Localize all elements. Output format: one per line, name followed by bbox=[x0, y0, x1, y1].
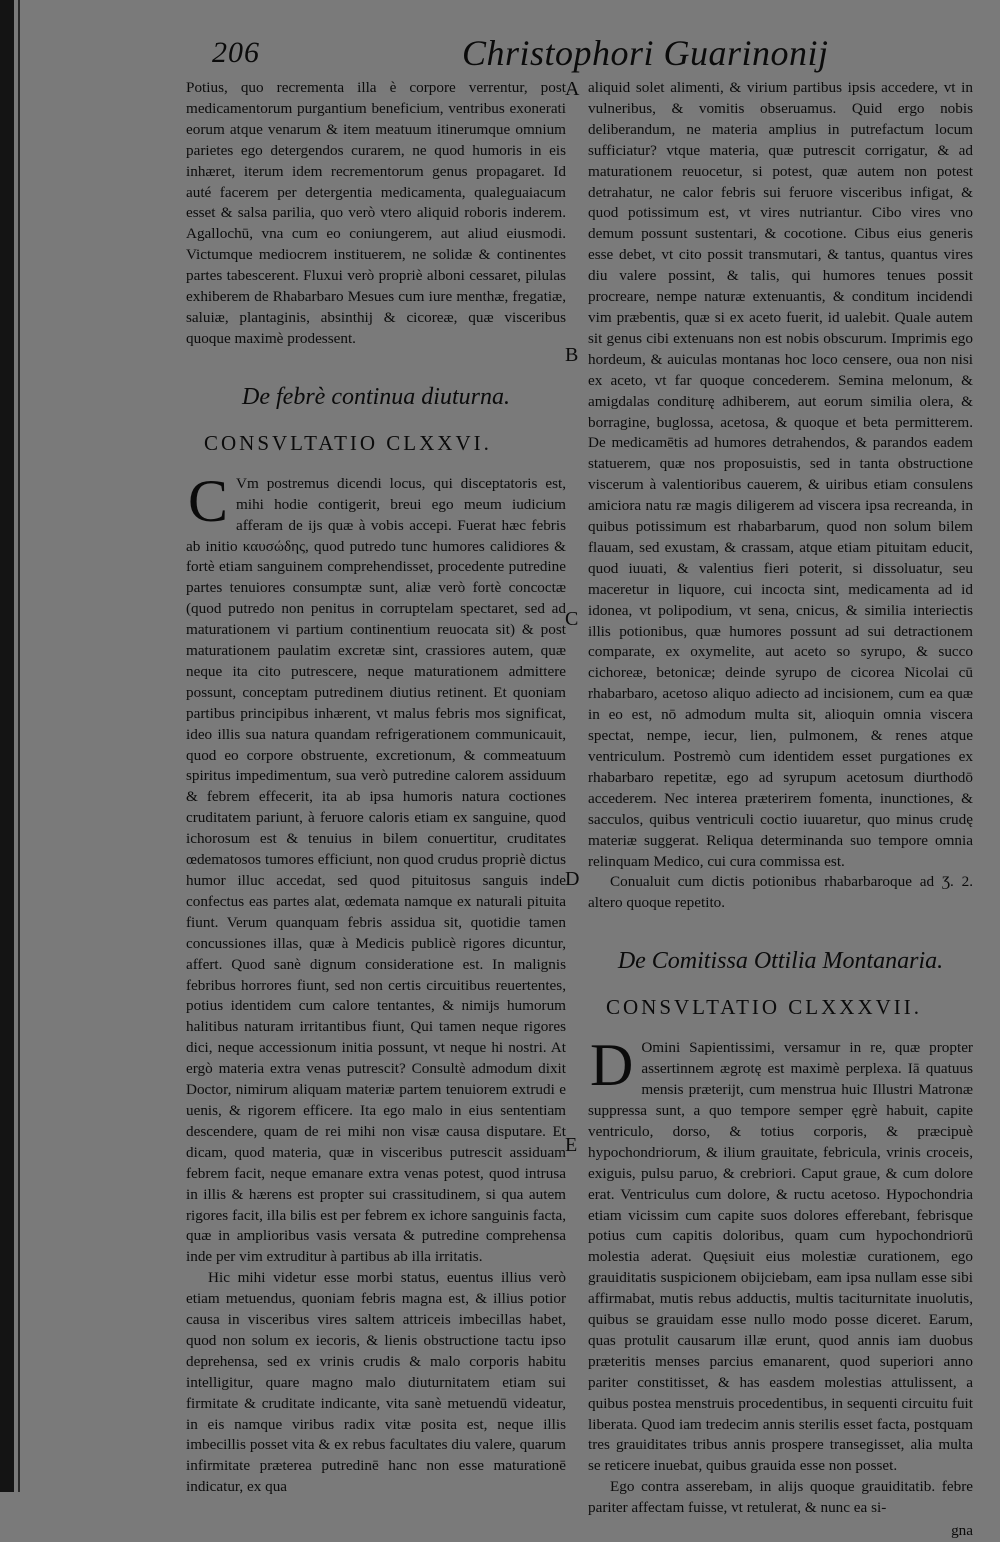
right-paragraph-1: aliquid solet alimenti, & virium partibus ipsis accedere, vt in vulneribus, & vomitis obseruamus. Quid ergo nobis deliberandum, ne materia amplius in putrefactum locum sufficiatur? vtque materia, quæ putrescit corrigatur, & ad maturationem reuocetur, si potest, quæ autem non potest detrahatur, ne calor febris sui feruore visceribus infigat, & quod potissimum est, vt vires nutriantur. Cibo vires vno demum possunt sustentari, & cocotione. Cibus eius generis esse debet, vt cito possit transmutari, & tantus, quantus vires diu valere possint, & talis, qui humores tenues possit procreare, nempe naturæ extenuantis, & conditum incidendi vim præbentis, quæ si ex aceto fuerit, id ualebit. Quale autem sit genus cibi extenuans non est nobis obscurum. Imprimis ego hordeum, & auiculas montanas hoc loco censere, oua non nisi ex aceto, vt far quoque concederem. Semina melonum, & amigdalas conditurę adhiberem, aut eorum similia olera, & borragine, buglossa, acetosa, & quoque et beta permitterem. De medicamētis ad humores detrahendos, & parandos eadem statuerem, quæ nos proposuistis, sed in tanta obstructione viscerum à valentioribus cauerem, & uiribus etiam consulens amiciora natu ræ magis diligerem ad viscera ipsa recreanda, in quibus potissimum est rhabarbarum, quod non solum bilem flauam, sed exustam, & crassam, atque etiam pituitam educit, quod iuuati, & valentius fieri poterit, si dissoluatur, seu maceretur in liquore, cui incocta sint, medicamenta ad id idonea, vt polipodium, vt sena, cnicus, & similia interiectis illis potionibus, quæ humores possunt ad sui detractionem comparate, ex oxymelite, aut aceto so syrupo, & succo cichoreæ, betonicæ; deinde syrupo de cicorea Nicolai cū rhabarbaro, acetoso aliquo adiecto ad incisionem, cum ea quæ in eo est, nō admodum multa sit, alioquin omnia viscera spectat, nempe, iecur, lien, pulmonem, & renes atque ventriculum. Postremò cum identidem esset purgationes ex rhabarbaro repetitæ, ego ad syrupum acetosum diurthodō accederem. Nec interea præterirem fomenta, inunctiones, & sacculos, quibus ventriculi coctio iuuaretur, quo minus crudę materiæ suggerat. Reliqua determinanda suo tempore omnia relinquam Medico, cui cura commissa est. bbox=[588, 79, 973, 870]
running-head: Christophori Guarinonij bbox=[462, 33, 829, 73]
dropcap-d: D bbox=[590, 1032, 634, 1099]
section-title-comitissa: De Comitissa Ottilia Montanaria. bbox=[617, 948, 944, 975]
catchword: gna bbox=[951, 1522, 973, 1540]
page-edge-shadow bbox=[0, 0, 14, 1492]
right-paragraph-4: Ego contra asserebam, in alijs quoque grauiditatib. febre pariter affectam fuisse, vt retulerat, & nunc ea si- bbox=[588, 1478, 973, 1517]
consultatio-176-heading: CONSVLTATIO CLXXVI. bbox=[204, 430, 492, 455]
right-column bbox=[588, 78, 973, 1542]
dropcap-c: C bbox=[188, 467, 229, 534]
left-column bbox=[186, 78, 566, 1498]
margin-letter-a: A bbox=[565, 78, 580, 100]
page-number: 206 bbox=[212, 36, 260, 69]
consultatio-187-heading: CONSVLTATIO CLXXXVII. bbox=[606, 995, 923, 1020]
left-paragraph-2 bbox=[186, 467, 566, 1268]
right-paragraph-3-text: Omini Sapientissimi, versamur in re, quæ propter assertinnem ægrotę est maximè perplexa. Iā quatuus mensis præterijt, cum menstrua huic Illustri Matronæ suppressa sunt, a quo tempore semper ęgrè habuit, capite ventriculo, dorso, & totius corporis, & præcipuè hypochondriorum, & ilium grauitate, febricula, vrinis croceis, exiguis, pulsu paruo, & crebriori. Caput graue, & cum dolore erat. Ventriculus cum dolore, & ructu acetoso. Hypochondria etiam vicissim cum capite suos dolores efferebant, febrisque potius cum capitis doloribus, quam cum hypochondriorū molestia aderat. Quęsiuit eius molestiæ curationem, ego grauiditatis suspicionem obijciebam, eam ipsa nullam esse sibi affirmabat, mutis rebus adductis, multis taciturnitate inuolutis, quibus se grauidam esse nullo modo posse diceret. Earum, quas protulit causarum illæ erunt, quod annis iam duobus præteritis menses parcius emanarent, quod superiori anno pariter constitisset, & has easdem molestias attulissent, a quibus postea menstruis procedentibus, in sequenti circuitu fuit liberata. Quod iam tredecim annis sterilis esset facta, postquam tres grauiditates tribus annis prospere transegisset, alia multa se reticere inuebat, quibus grauida esse non posset. bbox=[588, 1039, 973, 1475]
section-title-febre: De febrè continua diuturna. bbox=[242, 383, 510, 410]
left-paragraph-2-text: Vm postremus dicendi locus, qui disceptatoris est, mihi hodie contigerit, breui ego meum iudicium afferam de ijs quæ à vobis accepi. Fuerat hæc febris ab initio καυσώδης, quod putredo tunc humores calidiores & fortè etiam sanguinem comprehendisset, procedente putredine partes tenuiores consumptæ sunt, aliæ verò fortè concoctæ (quod putredo non penitus in corruptelam spectaret, sed ad maturationem vi partium continentium reuocata sit) & post maturationem paulatim excretæ sint, crassiores autem, quæ neque ita cito putrescere, neque maturationem admittere possunt, conceptam putredinem diutius retinent. Et quoniam partibus principibus inhærent, vt malus febris mos significat, ideo illis sua natura quandam refrigerationem communicauit, quod eo corpore obstruente, excretionum, & commeatuum spiritus impedimentum, sua verò putredine calorem assiduum & febrem effecerit, ita ab ipsa humoris natura coctiones cruditatem pariunt, à feruore caloris etiam ex sanguine, quod ichorosum est & tenuius in bilem conuertitur, cruditates œdematosos tumores efficiunt, non quod crudus propriè dictus humor illuc accedat, sed quod pituitosus sanguis inde confectus eas partes alat, œdemata namque ex naturali pituita fiunt. Verum quanquam febris assidua sit, quotidie tamen concussiones illas, quæ à Medicis publicè rigores dicuntur, affert. Quod sanè dignum consideratione est. In malignis febribus horrores fiunt, sed non certis circuitibus reuertentes, potius identidem cum calore tentantes, & nimijs humorum halitibus naturam irritantibus fiunt, Qui tamen neque rigores dici, neque accessionum initia possunt, vt neque hi nostri. At ergò materia extra venas putrescit? Consultè admodum dixit Doctor, nimirum aliquam materiæ partem tenuiorem extrudi e uenis, & rigorem efficere. Ita ego malo in eius sententiam descendere, quam de rei mihi non visæ causa disputare. Et dicam, quod materia, quæ in visceribus putrescit assiduam febrem facit, neque emanare extra venas potest, quod intrusa in illis & hærens est propter sui crassitudinem, si qua autem rigores facit, illa bilis est per febrem ex ichore sanguinis facta, quæ in amplioribus vasis versata & putredine comprehensa inde per vim extruditur à partibus ab illa irritatis. bbox=[186, 474, 566, 1266]
margin-letter-b: B bbox=[565, 344, 579, 366]
left-paragraph-1: Potius, quo recrementa illa è corpore verrentur, post medicamentorum purgantium beneficium, ventribus exonerati eorum atque venarum & item meatuum itinerumque omnium parietes ego detergendos curarem, ne quod humoris in eis inhæret, iterum idem recrementorum genus propagaret. Id auté facerem per detergentia medicamenta, qualeguaiacum esset & salsa parilia, quo verò vtero aliquid roboris inderem. Agallochū, vna cum eo coniungerem, aut aliud eiusmodi. Victumque mediocrem instituerem, ne solidæ & continentes partes tabescerent. Fluxui verò propriè alboni cessaret, pilulas exhiberem de Rhabarbaro Mesues cum iure menthæ, fregatiæ, saluiæ, plantaginis, absinthij & cicoreæ, quæ visceribus quoque maximè prodessent. bbox=[186, 79, 566, 347]
margin-letter-c: C bbox=[565, 608, 579, 630]
margin-letter-e: E bbox=[565, 1134, 578, 1156]
left-paragraph-3: Hic mihi videtur esse morbi status, euentus illius verò etiam metuendus, quoniam febris magna est, & illius potior causa in visceribus vires saltem attriceis imbecillas habet, quod non solum ex iecoris, & lienis obstructione tactu ipso deprehensa, sed ex vrinis crudis & malo corporis habitu intelligitur, quare magno malo diuturnitatem etiam sui firmitate & cruditate indicante, vita sanè metuendū videatur, in eis namque viribus radix vitæ posita est, neque illis imbecillis posset vita & ex rebus facultates diu valere, quarum infirmitate præterea putredinē hanc non esse maturationē indicatur, ex qua bbox=[186, 1269, 566, 1496]
right-paragraph-2: Conualuit cum dictis potionibus rhabarbaroque ad Ʒ. 2. altero quoque repetito. bbox=[588, 873, 973, 912]
margin-letter-d: D bbox=[565, 868, 580, 890]
page-edge-line bbox=[18, 0, 20, 1492]
right-paragraph-3 bbox=[588, 1032, 973, 1477]
